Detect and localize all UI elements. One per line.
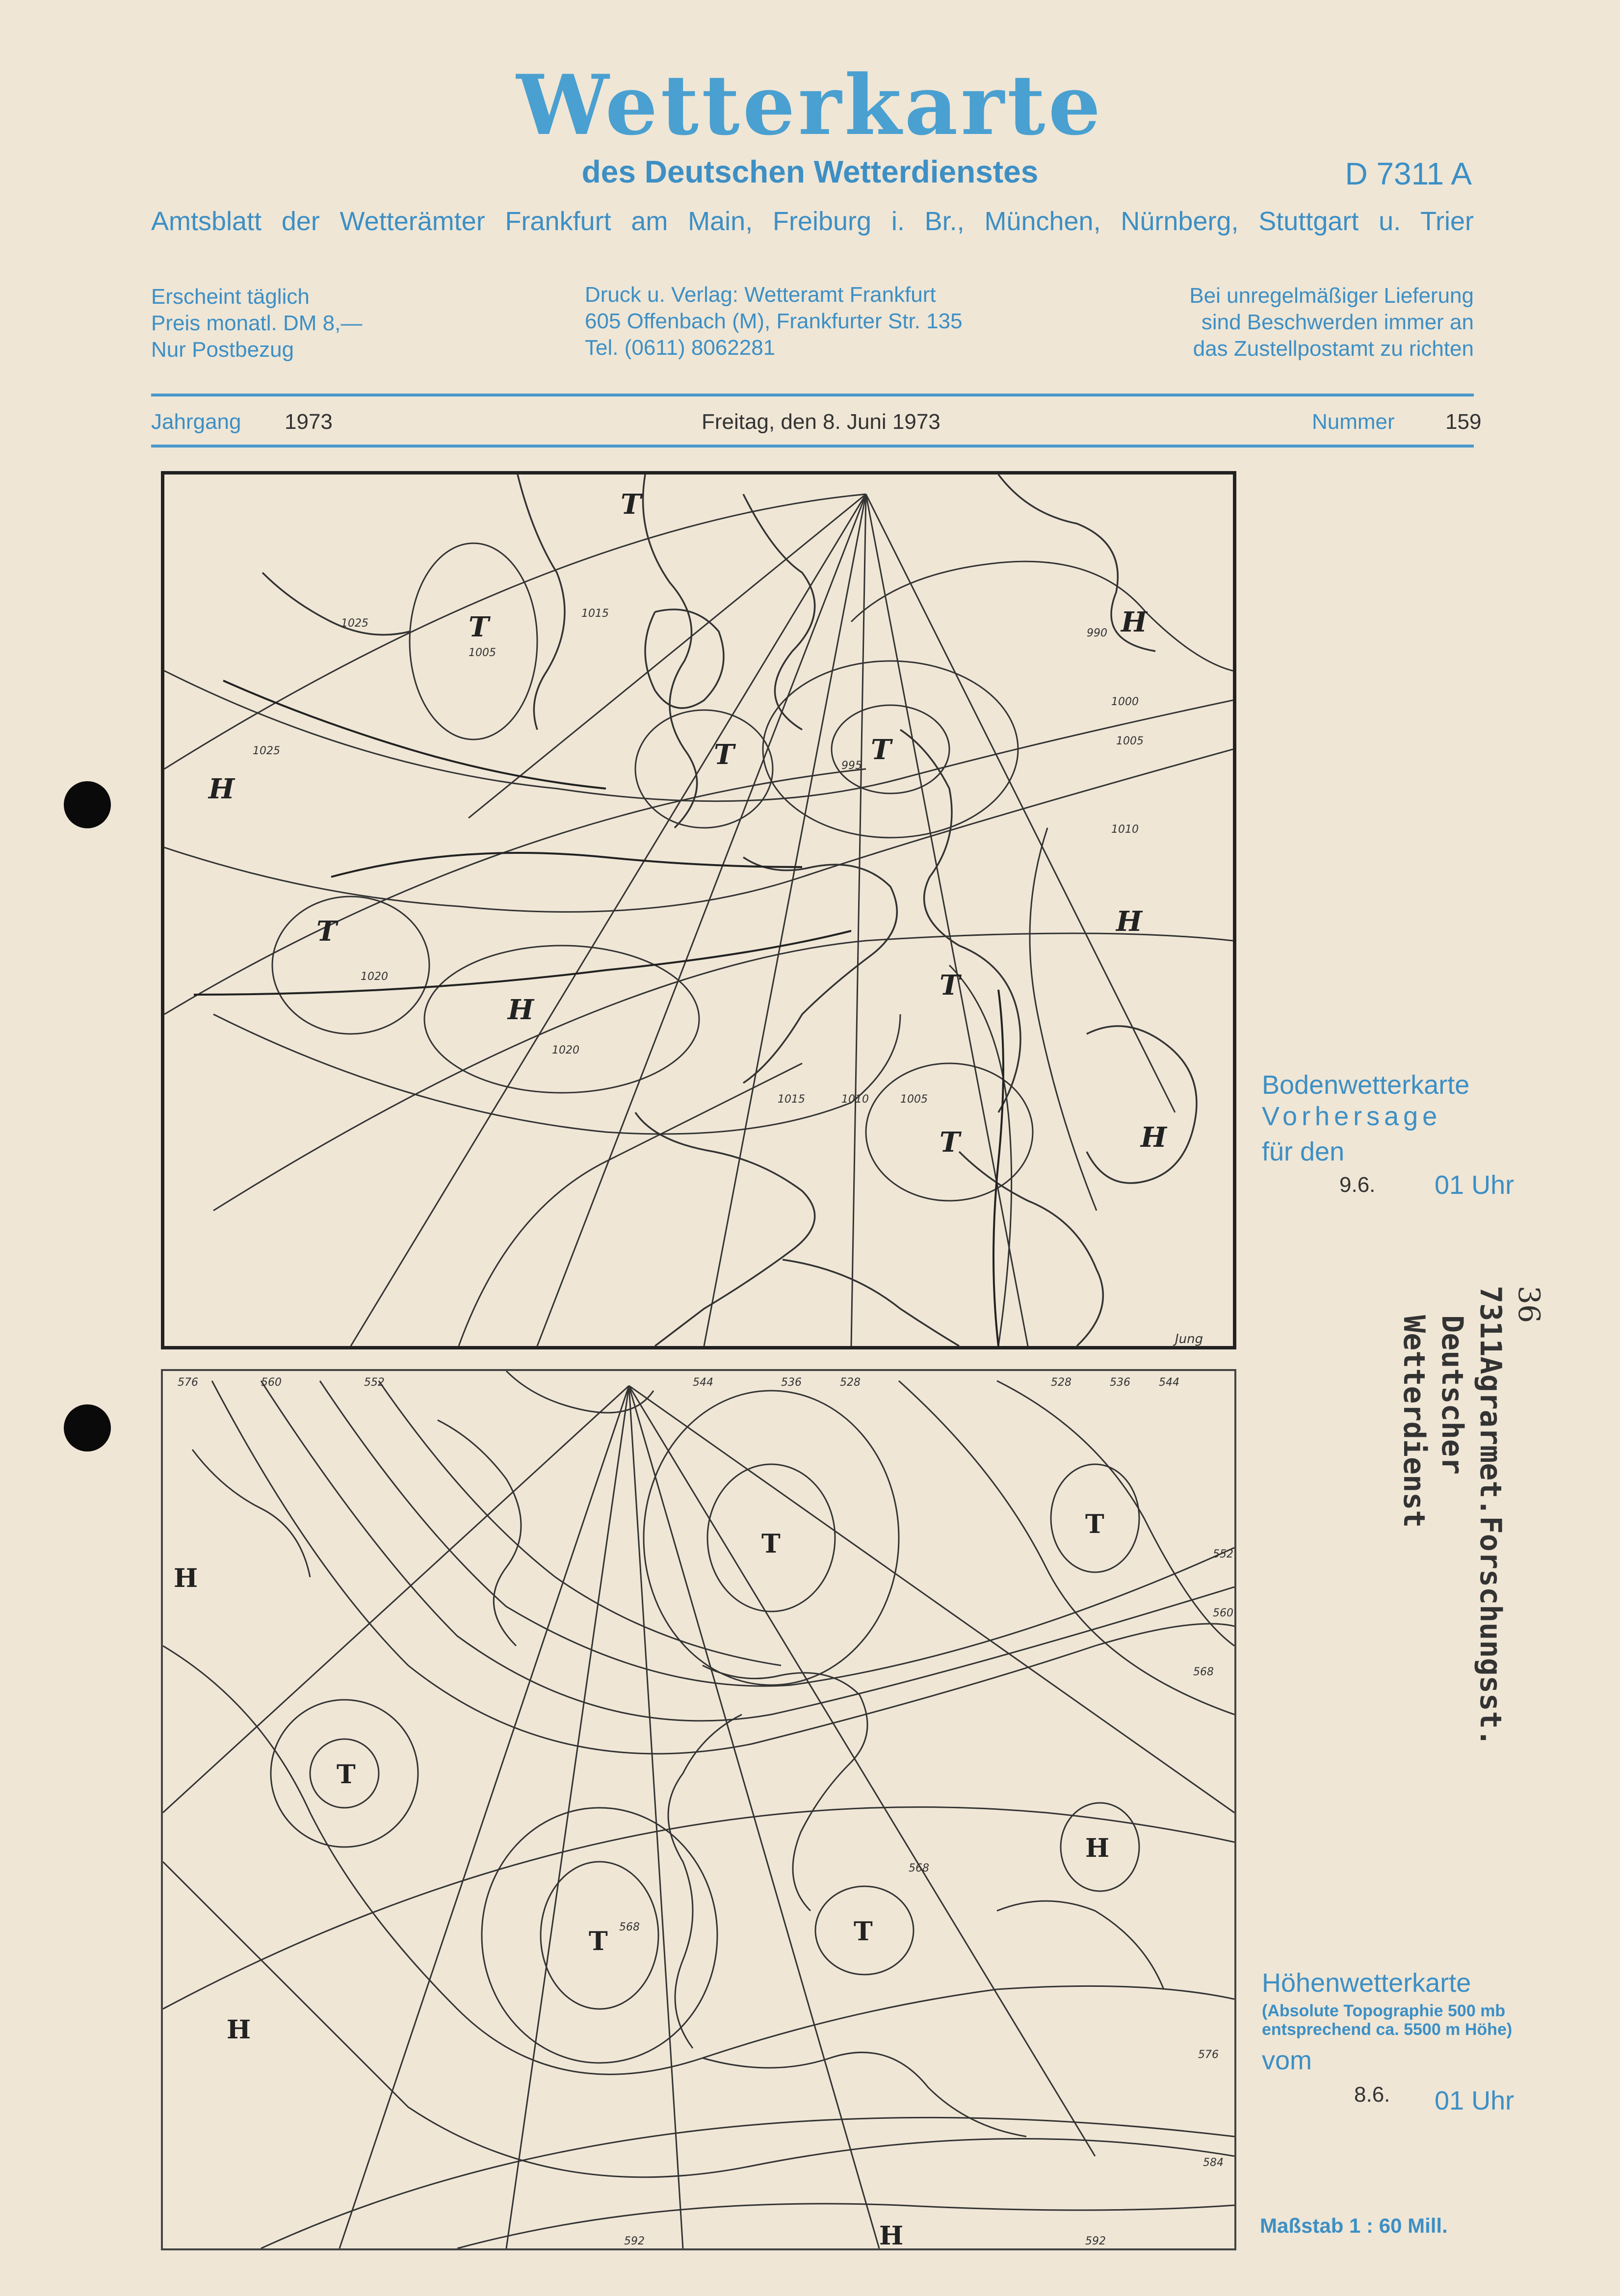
coastline: [959, 1152, 1103, 1346]
pressure-label: H: [174, 1563, 198, 1593]
isobar-value: 1005: [1116, 735, 1144, 747]
parallel-line: [261, 2117, 1234, 2248]
upper-map-time: 01 Uhr: [1435, 2086, 1515, 2115]
divider: [151, 394, 1474, 396]
coastline: [635, 1112, 815, 1346]
info-line: Nur Postbezug: [151, 338, 294, 362]
coastline: [703, 2053, 1026, 2137]
pressure-label: H: [1121, 606, 1147, 638]
isobar: [424, 946, 699, 1093]
front-line: [223, 681, 606, 789]
publication-code: D 7311 A: [1345, 156, 1472, 191]
publisher-info: [585, 282, 1026, 361]
info-line: sind Beschwerden immer an: [1201, 310, 1474, 334]
jahrgang-value: 1973: [285, 410, 333, 434]
height-contour: [261, 1381, 1234, 1721]
info-line: Druck u. Verlag: Wetteramt Frankfurt: [585, 283, 936, 307]
height-contour: [163, 1646, 1234, 2074]
isobar-value: 1005: [469, 647, 496, 659]
height-contour: [457, 2204, 1234, 2248]
punch-hole: [64, 1404, 111, 1451]
parallel-line: [164, 769, 866, 1014]
coastline: [783, 1260, 959, 1346]
height-value: 536: [1110, 1376, 1130, 1389]
info-line: 605 Offenbach (M), Frankfurter Str. 135: [585, 309, 963, 333]
pressure-label: H: [879, 2221, 904, 2248]
height-value: 568: [909, 1862, 929, 1874]
parallel-line: [164, 494, 866, 769]
meridian-line: [469, 494, 866, 818]
stamp-line: 7311Agrarmet.Forschungsst.: [1473, 1286, 1508, 1747]
upper-map-vom: vom: [1262, 2046, 1312, 2075]
meridian-line: [851, 494, 866, 1346]
isobar-value: 995: [841, 760, 862, 772]
map-signature: Jung: [1175, 1332, 1203, 1346]
meridian-line: [866, 494, 1028, 1346]
stamp-line: Deutscher Wetterdienst: [1397, 1315, 1469, 1528]
isobar: [164, 749, 1233, 912]
height-contour: [997, 1381, 1234, 1646]
nummer-value: 159: [1445, 410, 1482, 434]
subscription-info: [151, 284, 495, 363]
subtitle: des Deutschen Wetterdienstes: [581, 154, 1039, 189]
punch-hole: [64, 781, 111, 828]
height-value: 528: [1051, 1376, 1071, 1389]
isobar-value: 990: [1087, 627, 1107, 639]
coastline: [262, 573, 410, 635]
pressure-label: H: [209, 773, 235, 805]
meridian-line: [704, 494, 866, 1346]
meridian-line: [340, 1386, 629, 2248]
isobar-value: 1025: [341, 617, 368, 630]
upper-map-note: entsprechend ca. 5500 m Höhe): [1262, 2020, 1513, 2039]
pressure-label: T: [940, 969, 960, 1002]
pressure-label: T: [854, 1917, 873, 1947]
complaint-info: [1128, 283, 1474, 362]
meridian-line: [163, 1386, 629, 1813]
isobar: [635, 710, 773, 828]
height-contour: [379, 1381, 781, 1665]
upper-map-date: 8.6.: [1354, 2083, 1390, 2107]
pressure-label: T: [316, 915, 337, 948]
coastline: [192, 1450, 310, 1577]
meridian-line: [537, 494, 866, 1346]
pressure-label: T: [469, 611, 489, 643]
height-contour: [899, 1381, 1234, 1715]
upper-air-map: [161, 1369, 1236, 2250]
pressure-label: T: [589, 1927, 608, 1956]
coastline: [997, 1901, 1164, 1989]
isobar-value: 1025: [253, 745, 280, 757]
stamp-number: 36: [1512, 1286, 1546, 1323]
jahrgang-label: Jahrgang: [151, 410, 241, 434]
coastline: [743, 494, 815, 730]
height-value: 568: [619, 1921, 640, 1933]
coastline: [668, 1715, 742, 2048]
library-stamp: [1312, 1286, 1548, 1747]
map-scale: Maßstab 1 : 60 Mill.: [1260, 2214, 1448, 2237]
isobar-value: 1010: [841, 1093, 869, 1106]
height-value: 576: [178, 1376, 198, 1389]
pressure-label: T: [940, 1126, 960, 1159]
surface-map-date: 9.6.: [1339, 1173, 1376, 1197]
height-value: 592: [624, 2235, 645, 2247]
amtsblatt-line: Amtsblatt der Wetterämter Frankfurt am Main, Freiburg i. Br., München, Nürnberg, Stuttgart u. Trier: [151, 207, 1474, 236]
height-contour: [212, 1381, 1234, 1754]
coastline: [518, 475, 565, 730]
surface-map-drawing: [164, 475, 1233, 1346]
pressure-label: H: [227, 2015, 251, 2045]
pressure-label: T: [337, 1760, 356, 1790]
page-title: Wetterkarte: [516, 56, 1104, 154]
isobar-value: 1020: [361, 971, 388, 983]
nummer-label: Nummer: [1312, 410, 1395, 434]
height-value: 536: [781, 1376, 802, 1389]
isobar: [164, 671, 1233, 801]
height-value: 528: [840, 1376, 861, 1389]
height-value: 568: [1193, 1666, 1214, 1678]
info-line: das Zustellpostamt zu richten: [1193, 337, 1474, 361]
coastline: [743, 857, 897, 1083]
height-value: 552: [1213, 1548, 1233, 1560]
pressure-label: T: [621, 488, 641, 521]
isobar-value: 1015: [581, 607, 609, 620]
height-value: 552: [364, 1376, 385, 1389]
isobar-value: 1020: [552, 1044, 579, 1056]
surface-weather-map: [161, 471, 1236, 1349]
pressure-label: T: [1085, 1509, 1104, 1539]
divider: [151, 445, 1474, 448]
info-line: Bei unregelmäßiger Lieferung: [1189, 284, 1474, 308]
front-line: [331, 853, 802, 877]
coastline: [703, 1665, 867, 1911]
isobar-value: 1000: [1111, 696, 1139, 708]
coastline: [645, 609, 724, 708]
coastline: [1087, 1026, 1197, 1183]
upper-map-title: Höhenwetterkarte: [1262, 1968, 1471, 1998]
info-line: Preis monatl. DM 8,—: [151, 311, 363, 335]
meridian-line: [351, 494, 866, 1346]
surface-map-title: Bodenwetterkarte: [1262, 1070, 1470, 1100]
height-value: 584: [1203, 2157, 1224, 2169]
surface-map-for: für den: [1262, 1137, 1345, 1166]
height-value: 592: [1085, 2235, 1106, 2247]
isobar-value: 1015: [778, 1093, 805, 1106]
isobar-value: 1005: [900, 1093, 928, 1106]
meridian-line: [629, 1386, 1095, 2156]
height-value: 544: [1159, 1376, 1179, 1389]
pressure-label: H: [1141, 1121, 1167, 1154]
surface-map-forecast: Vorhersage: [1262, 1102, 1442, 1131]
front-line: [194, 931, 851, 995]
meridian-line: [866, 494, 1175, 1112]
issue-date: Freitag, den 8. Juni 1973: [702, 410, 941, 434]
pressure-label: H: [508, 994, 534, 1026]
pressure-label: T: [714, 739, 734, 771]
pressure-label: T: [871, 734, 891, 766]
coastline: [438, 1420, 521, 1646]
upper-map-note: (Absolute Topographie 500 mb: [1262, 2002, 1506, 2020]
meridian-line: [629, 1386, 683, 2248]
height-value: 544: [693, 1376, 713, 1389]
upper-map-drawing: [163, 1371, 1234, 2248]
height-value: 576: [1198, 2049, 1219, 2061]
pressure-label: H: [1116, 905, 1142, 938]
meridian-line: [506, 1386, 629, 2248]
info-line: Erscheint täglich: [151, 285, 310, 309]
info-line: Tel. (0611) 8062281: [585, 336, 776, 360]
isobar: [272, 897, 429, 1034]
isobar: [213, 1014, 900, 1134]
pressure-label: T: [761, 1529, 781, 1559]
surface-map-time: 01 Uhr: [1435, 1170, 1515, 1200]
pressure-label: H: [1085, 1833, 1110, 1863]
height-value: 560: [261, 1376, 282, 1389]
isobar-value: 1010: [1111, 823, 1139, 836]
height-value: 560: [1213, 1607, 1233, 1619]
